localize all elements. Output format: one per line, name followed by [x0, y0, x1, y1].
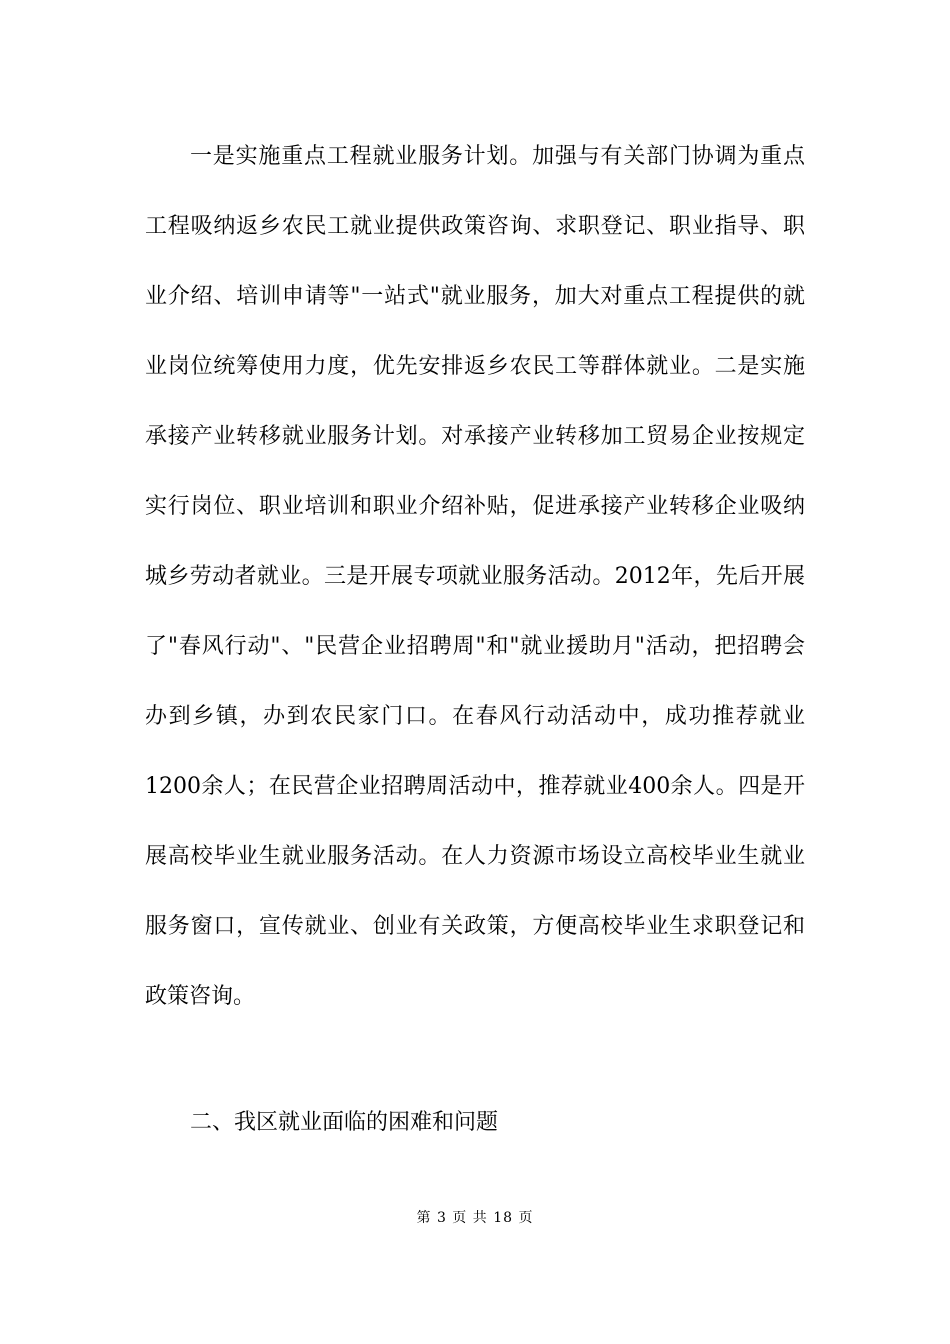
- section-heading: 二、我区就业面临的困难和问题: [190, 1110, 499, 1135]
- page-footer: 第 3 页 共 18 页: [416, 1210, 534, 1226]
- paragraph-line-13: 政策咨询。: [145, 984, 256, 1009]
- paragraph-line-3: 业介绍、培训申请等"一站式"就业服务，加大对重点工程提供的就: [145, 284, 805, 309]
- paragraph-line-10: 1200余人；在民营企业招聘周活动中，推荐就业400余人。四是开: [145, 774, 805, 799]
- paragraph-line-1: 一是实施重点工程就业服务计划。加强与有关部门协调为重点: [190, 144, 805, 169]
- paragraph-line-8: 了"春风行动"、"民营企业招聘周"和"就业援助月"活动，把招聘会: [145, 634, 805, 659]
- paragraph-line-2: 工程吸纳返乡农民工就业提供政策咨询、求职登记、职业指导、职: [145, 214, 805, 239]
- paragraph-line-7: 城乡劳动者就业。三是开展专项就业服务活动。2012年，先后开展: [145, 564, 805, 589]
- paragraph-line-5: 承接产业转移就业服务计划。对承接产业转移加工贸易企业按规定: [145, 424, 805, 449]
- paragraph-line-11: 展高校毕业生就业服务活动。在人力资源市场设立高校毕业生就业: [145, 844, 805, 869]
- paragraph-line-9: 办到乡镇，办到农民家门口。在春风行动活动中，成功推荐就业: [145, 704, 805, 729]
- paragraph-line-6: 实行岗位、职业培训和职业介绍补贴，促进承接产业转移企业吸纳: [145, 494, 805, 519]
- paragraph-line-4: 业岗位统筹使用力度，优先安排返乡农民工等群体就业。二是实施: [145, 354, 805, 379]
- paragraph-line-12: 服务窗口，宣传就业、创业有关政策，方便高校毕业生求职登记和: [145, 914, 805, 939]
